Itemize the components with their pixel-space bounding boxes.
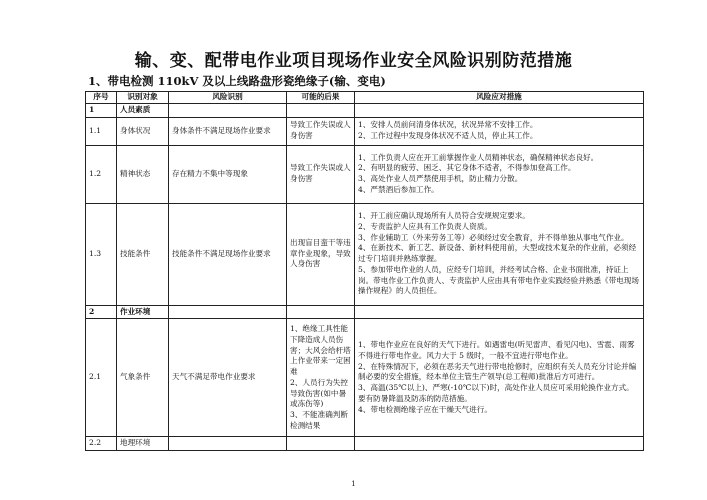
header-cell: 序号	[86, 92, 117, 104]
row-object: 技能条件	[117, 203, 169, 305]
measure-line: 4、严禁酒后参加工作。	[358, 184, 439, 194]
table-row	[86, 437, 644, 451]
measure-line: 3、作业辅助工（外来劳务工等）必须经过安全教育，并不得单独从事电气作业。	[358, 232, 629, 242]
row-measures	[355, 319, 644, 437]
section-label: 人员素质	[117, 103, 169, 117]
row-object: 身体状况	[117, 117, 169, 145]
measure-line: 4、在新技术、新工艺、新设备、新材料使用前，大型或技术复杂的作业前，必须经过专门培训并熟练掌握。	[358, 243, 637, 264]
row-risk: 技能条件不满足现场作业要求	[169, 203, 287, 305]
header-cell: 识别对象	[117, 92, 169, 104]
empty-cell	[355, 305, 644, 319]
measure-line: 2、有明显的疲劳、困乏、其它身体不适者，不得参加登高工作。	[358, 163, 576, 173]
page-number: 1	[351, 480, 356, 488]
table-row	[86, 117, 644, 145]
section-label: 作业环境	[117, 305, 169, 319]
measure-line: 1、开工前应确认现场所有人员符合安规规定要求。	[358, 210, 530, 220]
row-risk: 存在精力不集中等现象	[169, 145, 287, 203]
measure-line: 5、参加带电作业的人员，应经专门培训，并经考试合格、企业书面批准，持证上岗。带电作业工作负责人、专责监护人应由具有带电作业实践经验并熟悉《带电现场操作规程》的人员担任。	[358, 264, 639, 296]
empty-cell	[287, 103, 355, 117]
row-object: 气象条件	[117, 319, 169, 437]
measure-line: 3、高温(35℃以上)、严寒(-10℃以下)时，高处作业人员应可采用轮换作业方式。要有防暑降温及防冻的防范措施。	[358, 383, 634, 404]
row-measures	[355, 117, 644, 145]
empty-cell	[355, 103, 644, 117]
row-measures	[355, 145, 644, 203]
row-measures	[355, 203, 644, 305]
document-title: 输、变、配带电作业项目现场作业安全风险识别防范措施	[134, 51, 573, 71]
measure-line: 1、安排人员前问清身体状况，状况异常不安排工作。	[358, 120, 538, 130]
empty-cell	[169, 305, 287, 319]
row-number: 1.2	[86, 145, 117, 203]
row-measures	[355, 437, 644, 451]
header-cell: 可能的后果	[287, 92, 355, 104]
measure-line: 3、高处作业人员严禁使用手机，防止精力分散。	[358, 174, 523, 184]
table-row	[86, 319, 644, 437]
header-cell: 风险应对措施	[355, 92, 644, 104]
measure-line: 4、带电检测绝缘子应在干燥天气进行。	[358, 404, 492, 414]
row-consequence: 出现盲目蛮干等违章作业现象，导致人身伤害	[287, 203, 355, 305]
row-number: 1.3	[86, 203, 117, 305]
empty-cell	[287, 305, 355, 319]
row-number: 2.2	[86, 437, 117, 451]
section-row	[86, 103, 644, 117]
table-row	[86, 145, 644, 203]
table-header-row	[86, 92, 644, 104]
row-consequence: 导致工作失误或人身伤害	[287, 145, 355, 203]
risk-table	[85, 91, 644, 451]
header-cell: 风险识别	[169, 92, 287, 104]
row-number: 2.1	[86, 319, 117, 437]
row-consequence: 1、绝缘工具性能下降造成人员伤害；大风会给杆塔上作业带来一定困难 2、人员行为失控导致伤害(如中暑或冻伤等) 3、不能准确判断检测结果	[287, 319, 355, 437]
section-row	[86, 305, 644, 319]
section-number: 2	[86, 305, 117, 319]
row-object: 精神状态	[117, 145, 169, 203]
row-risk: 天气不满足带电作业要求	[169, 319, 287, 437]
row-object: 地理环境	[117, 437, 169, 451]
measure-line: 2、专责监护人应具有工作负责人资质。	[358, 221, 492, 231]
measure-line: 1、工作负责人应在开工前掌握作业人员精神状态，确保精神状态良好。	[358, 152, 599, 162]
row-risk: 身体条件不满足现场作业要求	[169, 117, 287, 145]
measure-line: 1、带电作业应在良好的天气下进行。如遇雷电(听见雷声、看见闪电)、雪雹、雨雾不得进行带电作业。风力大于 5 级时，一般不宜进行带电作业。	[358, 340, 635, 360]
empty-cell	[169, 103, 287, 117]
section-number: 1	[86, 103, 117, 117]
row-consequence	[287, 437, 355, 451]
row-risk	[169, 437, 287, 451]
row-consequence: 导致工作失误或人身伤害	[287, 117, 355, 145]
measure-line: 2、工作过程中发现身体状况不适人员，停止其工作。	[358, 131, 538, 141]
table-row	[86, 203, 644, 305]
measure-line: 2、在特殊情况下，必须在恶劣天气进行带电抢修时，应组织有关人员充分讨论并编制必要的安全措施，经本单位主管生产领导(总工程师)批准后方可进行。	[358, 361, 637, 382]
row-number: 1.1	[86, 117, 117, 145]
section-heading: 1、带电检测 110kV 及以上线路盘形瓷绝缘子(输、变电)	[88, 74, 386, 88]
